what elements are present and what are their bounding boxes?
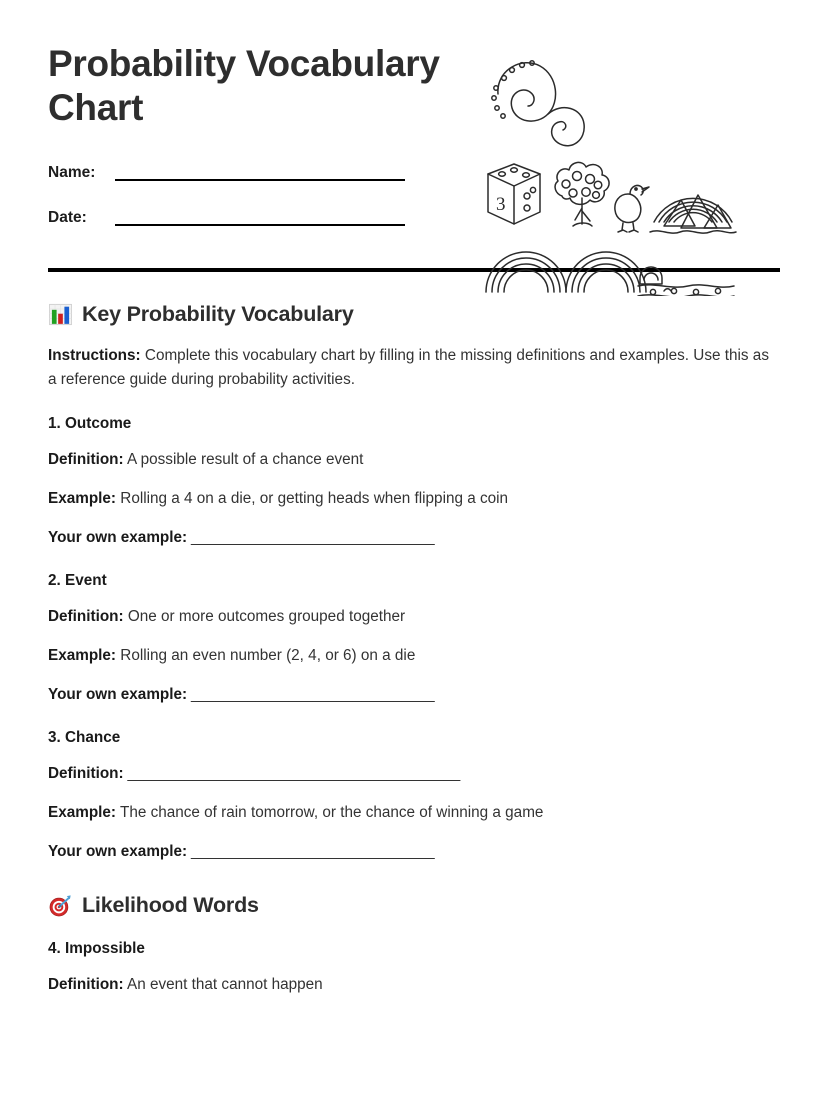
- vocab-definition-row: [48, 974, 780, 997]
- section-title: Key Probability Vocabulary: [82, 301, 354, 326]
- example-text: Rolling an even number (2, 4, or 6) on a die: [116, 646, 416, 664]
- vocab-term: 3. Chance: [48, 728, 121, 746]
- example-label: Example:: [48, 803, 117, 821]
- double-spiral-shell-icon: [492, 61, 584, 146]
- rainbow-mountains-icon: [650, 195, 736, 233]
- vocab-entry-chance: [48, 729, 780, 864]
- definition-text: One or more outcomes grouped together: [123, 607, 406, 625]
- vocab-own-example-row[interactable]: [48, 841, 780, 864]
- bird-icon: [615, 185, 649, 232]
- definition-text: An event that cannot happen: [123, 976, 323, 994]
- rainbow-arches-water-icon: [486, 252, 734, 296]
- own-example-label: Your own example:: [48, 528, 188, 546]
- probability-line-art-illustration: [478, 48, 740, 296]
- vocab-example-row: [48, 488, 780, 511]
- vocab-own-example-row[interactable]: [48, 684, 780, 707]
- instructions-label: Instructions:: [48, 346, 141, 364]
- vocab-entry-impossible: [48, 940, 780, 997]
- tree-icon: [555, 162, 609, 226]
- section-heading-key-probability-vocabulary: [48, 302, 780, 327]
- section-heading-likelihood-words: [48, 893, 780, 918]
- name-input-line[interactable]: [115, 163, 405, 181]
- svg-text:3: 3: [496, 194, 506, 215]
- document-header: [48, 0, 780, 226]
- bar-chart-icon: [48, 302, 73, 327]
- vocab-example-row: [48, 802, 780, 825]
- vocab-definition-row: [48, 449, 780, 472]
- date-input-line[interactable]: [115, 208, 405, 226]
- vocab-entry-outcome: [48, 415, 780, 550]
- example-label: Example:: [48, 646, 117, 664]
- vocab-own-example-row[interactable]: [48, 527, 780, 550]
- page-title: Probability Vocabulary Chart: [48, 43, 440, 128]
- own-example-blank[interactable]: ______________________________: [187, 528, 435, 546]
- vocab-term: 4. Impossible: [48, 940, 145, 958]
- own-example-label: Your own example:: [48, 685, 188, 703]
- example-text: Rolling a 4 on a die, or getting heads when flipping a coin: [116, 489, 509, 507]
- vocab-definition-row: [48, 606, 780, 629]
- die-icon: [488, 164, 540, 224]
- example-label: Example:: [48, 489, 117, 507]
- vocab-example-row: [48, 645, 780, 668]
- own-example-label: Your own example:: [48, 842, 188, 860]
- vocab-entry-event: [48, 572, 780, 707]
- dart-target-icon: [48, 893, 73, 918]
- definition-label: Definition:: [48, 976, 124, 994]
- own-example-blank[interactable]: ______________________________: [187, 685, 435, 703]
- vocab-term: 2. Event: [48, 571, 107, 589]
- name-field-label: Name:: [48, 164, 96, 182]
- definition-label: Definition:: [48, 451, 124, 469]
- example-text: The chance of rain tomorrow, or the chance of winning a game: [116, 803, 544, 821]
- instructions-text: Complete this vocabulary chart by filling in the missing definitions and examples. Use this as a reference guide during probability activities.: [48, 346, 769, 389]
- instructions-paragraph: [48, 344, 780, 394]
- definition-text: A possible result of a chance event: [123, 451, 364, 469]
- vocab-term: 1. Outcome: [48, 415, 132, 433]
- date-field-label: Date:: [48, 209, 87, 227]
- definition-blank[interactable]: _________________________________________: [123, 764, 460, 782]
- section-title: Likelihood Words: [82, 893, 259, 918]
- definition-label: Definition:: [48, 764, 124, 782]
- vocab-definition-row[interactable]: [48, 763, 780, 786]
- definition-label: Definition:: [48, 607, 124, 625]
- own-example-blank[interactable]: ______________________________: [187, 842, 435, 860]
